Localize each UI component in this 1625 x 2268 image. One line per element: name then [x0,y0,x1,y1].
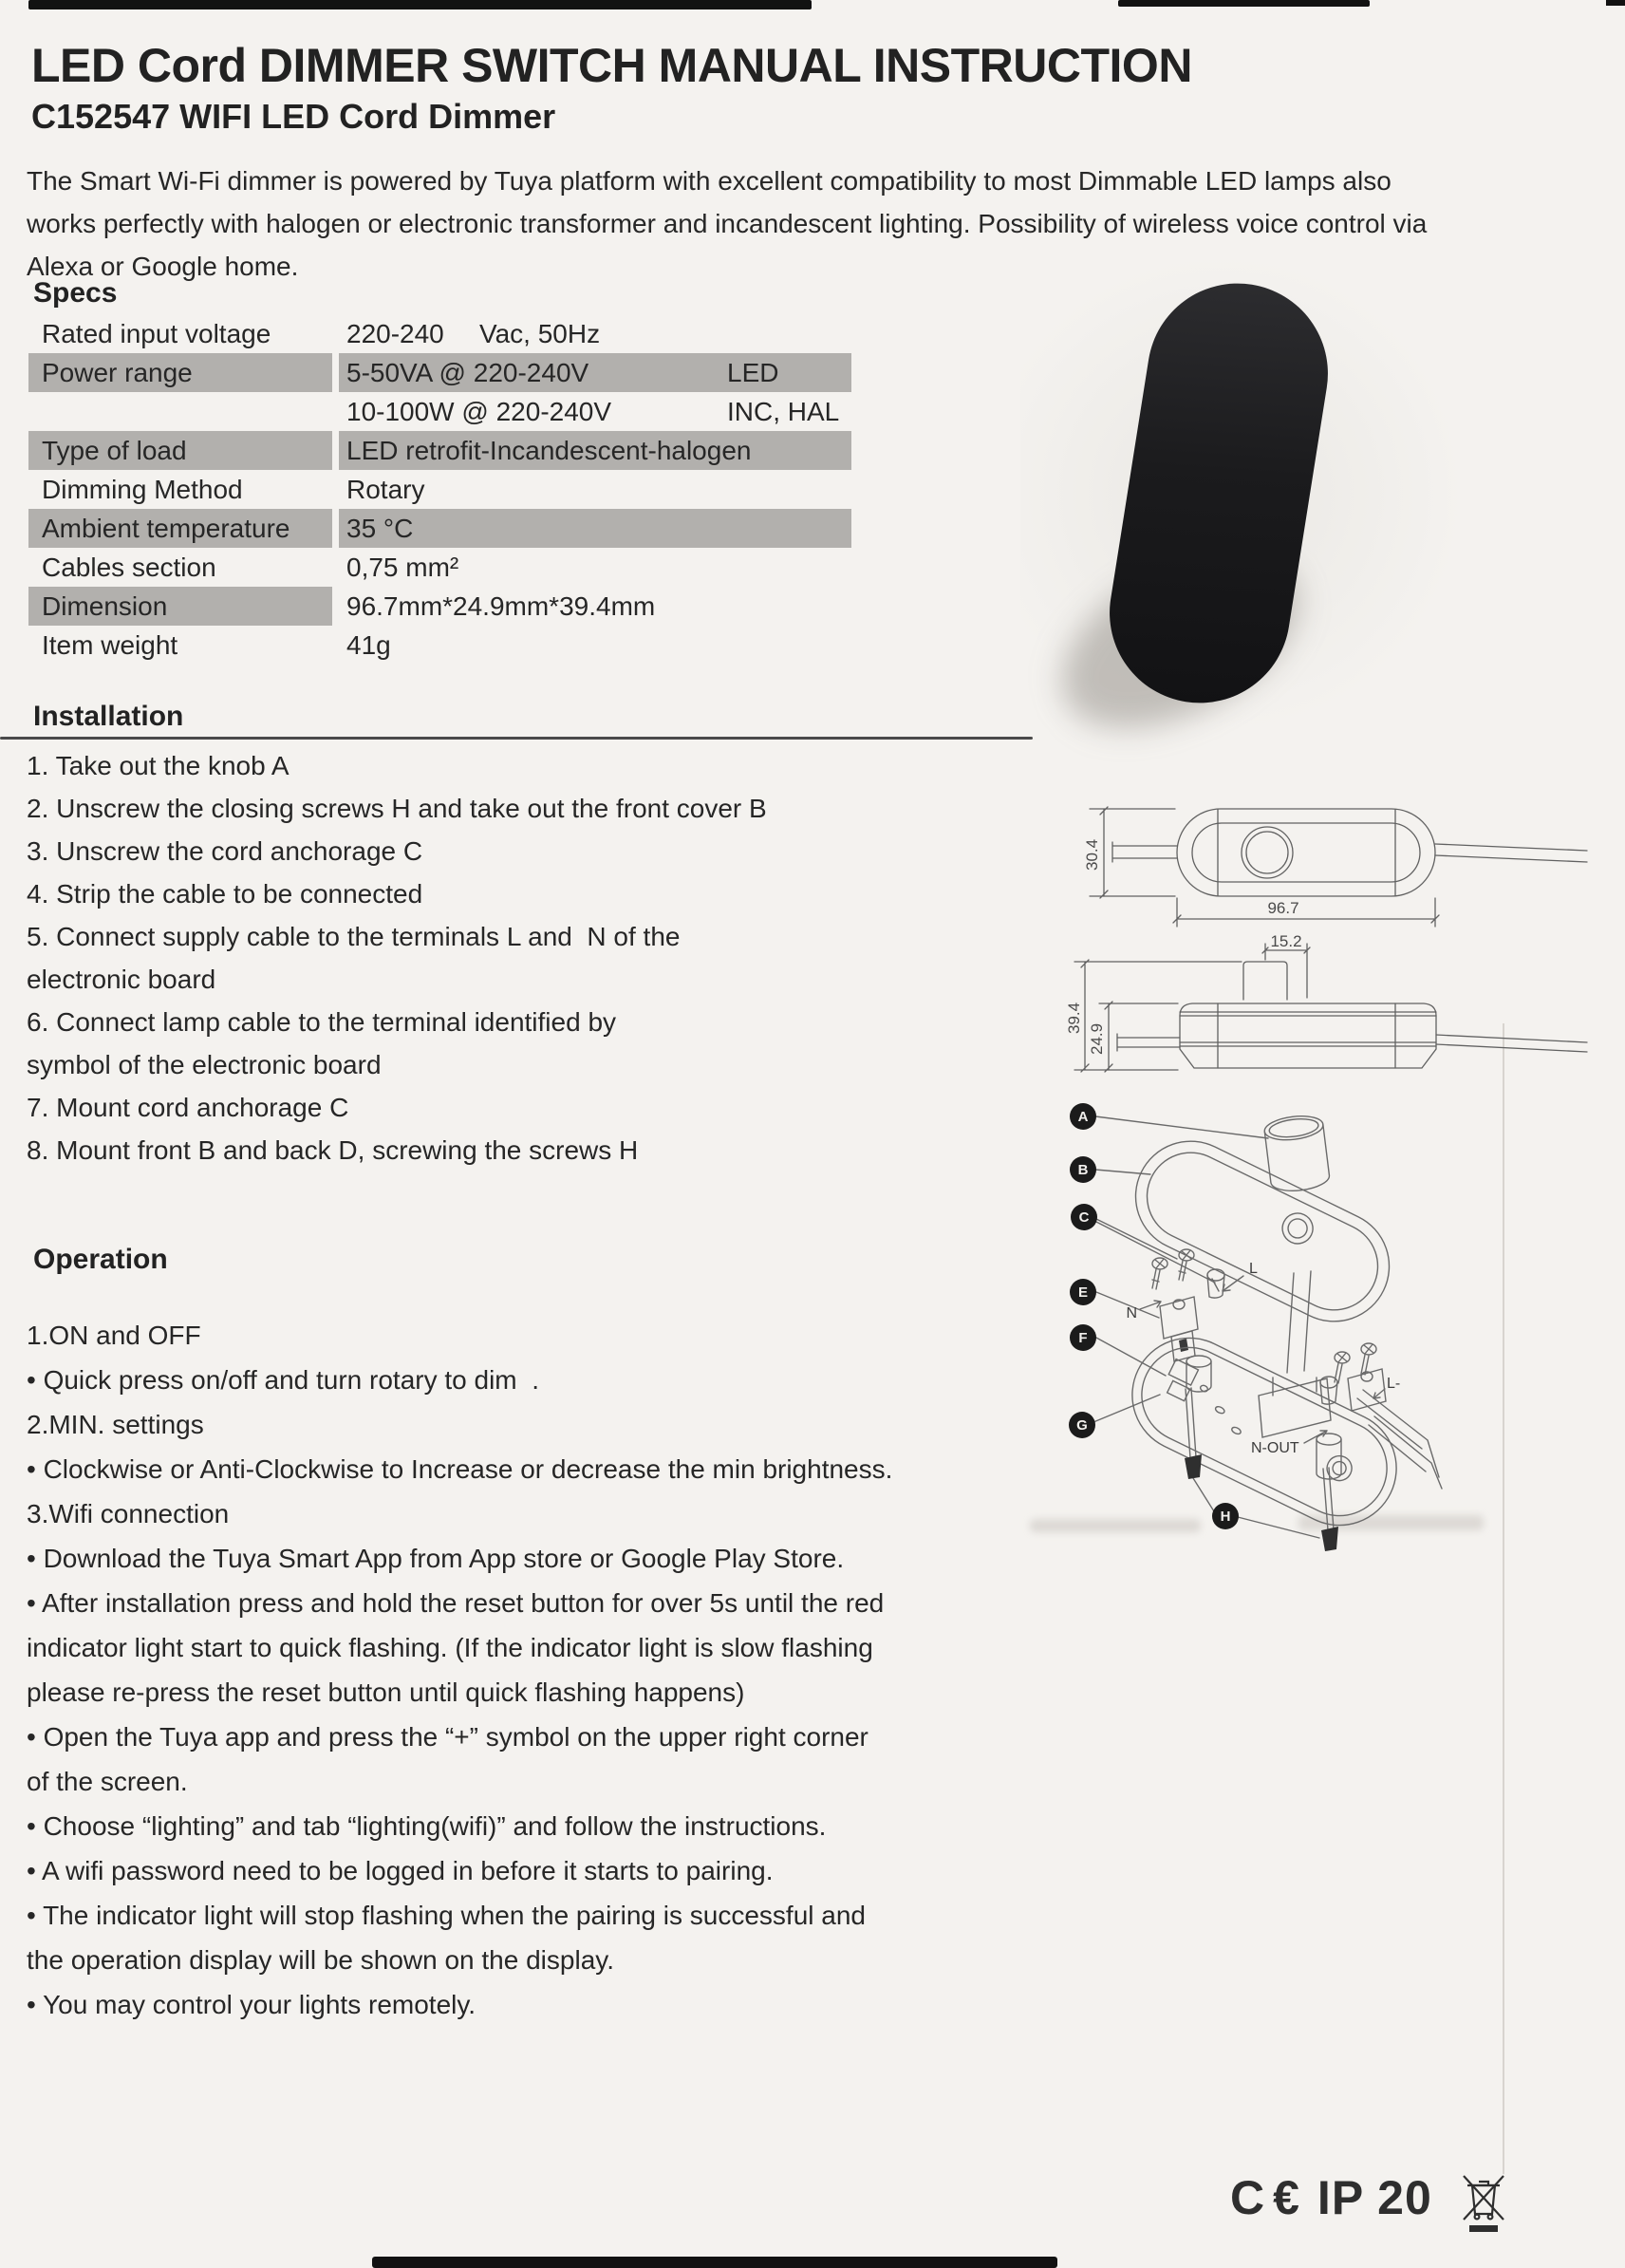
spec-value: Rotary [346,474,425,504]
operation-line: 1.ON and OFF [27,1321,201,1350]
spec-label: Cables section [42,552,216,582]
spec-row [28,548,883,587]
callout-letter: E [1077,1284,1089,1301]
scan-artifact-top-tick [1606,0,1625,6]
operation-line: • Open the Tuya app and press the “+” symbol on the upper right corner [27,1722,869,1752]
installation-step: 7. Mount cord anchorage C [27,1093,349,1122]
ce-mark: C€ [1230,2171,1308,2224]
specs-heading: Specs [33,277,118,309]
terminal-label-l-out: L- [1387,1376,1401,1392]
callout-letter: A [1077,1109,1089,1125]
spec-value: 0,75 mm² [346,552,459,582]
certification-marks [1230,2161,1508,2235]
operation-line: of the screen. [27,1767,188,1796]
installation-step: 1. Take out the knob A [27,751,290,780]
installation-step: 8. Mount front B and back D, screwing the screws H [27,1135,639,1165]
intro-line: The Smart Wi-Fi dimmer is powered by Tuya platform with excellent compatibility to most Dimmable LED lamps also [27,166,1392,196]
spec-row [28,431,883,470]
page-subtitle: C152547 WIFI LED Cord Dimmer [31,97,556,136]
spec-value: 220-240 Vac, 50Hz [346,318,601,348]
operation-line: • After installation press and hold the reset button for over 5s until the red [27,1588,885,1618]
operation-line: please re-press the reset button until quick flashing happens) [27,1678,745,1707]
spec-row [28,314,883,353]
dim-label-body-height: 24.9 [1088,1022,1106,1055]
spec-value: 5-50VA @ 220-240V LED [339,353,851,392]
installation-step: 3. Unscrew the cord anchorage C [27,836,423,866]
spec-row [28,392,883,431]
spec-value: 35 °C [339,509,851,548]
operation-line: indicator light start to quick flashing. (If the indicator light is slow flashing [27,1633,873,1662]
operation-line: 2.MIN. settings [27,1410,204,1439]
terminal-label-n: N [1126,1305,1137,1321]
dim-label-knob-width: 15.2 [1270,932,1302,950]
spec-value: LED retrofit-Incandescent-halogen [339,431,851,470]
spec-label: Rated input voltage [42,318,271,348]
intro-line: Alexa or Google home. [27,252,299,281]
spec-label: Dimension [28,587,332,626]
page-title: LED Cord DIMMER SWITCH MANUAL INSTRUCTION [31,39,1192,92]
spec-row [28,353,883,392]
installation-step: 4. Strip the cable to be connected [27,879,423,909]
scan-artifact-top-strip-right [1118,0,1370,7]
installation-step: 5. Connect supply cable to the terminals L and N of the [27,922,681,951]
terminal-label-n-out: N-OUT [1251,1440,1299,1456]
exploded-view-diagram [1025,1082,1625,1633]
terminal-label-l: L [1249,1261,1258,1277]
callout-letter: H [1220,1509,1231,1525]
spec-label: Dimming Method [42,474,243,504]
dim-label-top-height: 30.4 [1083,838,1101,871]
spec-label: Power range [28,353,332,392]
spec-label: Type of load [28,431,332,470]
operation-line: • Clockwise or Anti-Clockwise to Increase or decrease the min brightness. [27,1454,893,1484]
spec-value: 41g [346,629,391,660]
weee-bin-icon [1459,2161,1508,2235]
spec-value: 96.7mm*24.9mm*39.4mm [346,590,656,621]
installation-step: electronic board [27,965,216,994]
callout-letter: C [1078,1209,1090,1226]
callout-letter: F [1078,1330,1088,1346]
installation-steps [27,744,767,1171]
spec-label: Item weight [42,629,178,660]
operation-line: • Download the Tuya Smart App from App store or Google Play Store. [27,1544,845,1573]
scan-artifact-top-strip-left [28,0,812,9]
operation-line: 3.Wifi connection [27,1499,230,1528]
operation-instructions [27,1313,892,2027]
dim-label-width: 96.7 [1267,899,1299,917]
operation-line: the operation display will be shown on the display. [27,1945,614,1975]
callout-letter: B [1077,1162,1089,1178]
operation-line: • Quick press on/off and turn rotary to dim . [27,1365,539,1395]
spec-row [28,587,883,626]
spec-row [28,509,883,548]
spec-label [28,392,332,431]
installation-step: symbol of the electronic board [27,1050,382,1079]
installation-step: 2. Unscrew the closing screws H and take out the front cover B [27,794,767,823]
spec-value: 10-100W @ 220-240V INC, HAL [346,396,840,426]
operation-line: • Choose “lighting” and tab “lighting(wifi)” and follow the instructions. [27,1811,827,1841]
spec-row [28,470,883,509]
spec-label: Ambient temperature [28,509,332,548]
spec-row [28,626,883,665]
scan-artifact-bottom-bar [372,2257,1057,2268]
ip-rating: IP 20 [1317,2171,1432,2224]
operation-heading: Operation [33,1244,168,1275]
intro-line: works perfectly with halogen or electronic transformer and incandescent lighting. Possibility of wireless voice control via [27,209,1428,238]
dim-label-total-height: 39.4 [1065,1002,1083,1034]
installation-heading: Installation [33,701,184,732]
installation-step: 6. Connect lamp cable to the terminal identified by [27,1007,617,1037]
operation-line: • You may control your lights remotely. [27,1990,476,2019]
specs-table [28,314,883,665]
callout-letter: G [1076,1417,1088,1434]
operation-line: • A wifi password need to be logged in before it starts to pairing. [27,1856,774,1885]
technical-drawing-views [1044,788,1625,1082]
operation-line: • The indicator light will stop flashing when the pairing is successful and [27,1901,866,1930]
section-divider [0,737,1033,740]
